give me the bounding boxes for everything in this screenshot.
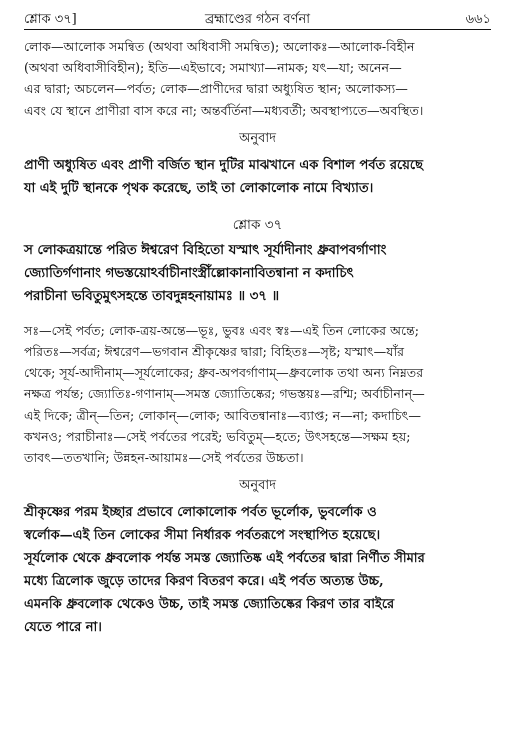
synonym-line: (অথবা অধিবাসীবিহীন); ইতি—এইভাবে; সমাখ্যা—নামক; যৎ—যা; অনেন— <box>24 60 402 76</box>
translation-heading: অনুবাদ <box>239 130 276 146</box>
verse-reference: শ্লোক ৩৭] <box>24 12 77 27</box>
synonyms-continued <box>24 36 491 121</box>
translation-block <box>24 501 491 639</box>
synonym-line: এবং যে স্থানে প্রাণীরা বাস করে না; অন্তর্বর্তিনা—মধ্যবর্তী; অবস্থাপ্যতে—অবস্থিত। <box>24 102 424 118</box>
translation-line: স্বর্লোক—এই তিন লোকের সীমা নির্ধারক পর্বতরূপে সংস্থাপিত হয়েছে। <box>24 528 381 544</box>
translation-line: শ্রীকৃষ্ণের পরম ইচ্ছার প্রভাবে লোকালোক পর্বত ভূর্লোক, ভুবর্লোক ও <box>24 505 377 521</box>
synonym-line: থেকে; সূর্য-আদীনাম্—সূর্যলোকের; ধ্রুব-অপবর্গাণাম্—ধ্রুবলোক তথা অন্য নিম্নতর <box>24 365 424 381</box>
translation-line: প্রাণী অধ্যুষিত এবং প্রাণী বর্জিত স্থান দুটির মাঝখানে এক বিশাল পর্বত রয়েছে <box>24 157 423 173</box>
verse-line: স লোকত্রয়ান্তে পরিত ঈশ্বরেণ বিহিতো যস্মাৎ সূর্যাদীনাং ধ্রুবাপবর্গাণাং <box>24 242 387 258</box>
synonym-line: এই দিকে; ত্রীন্—তিন; লোকান্—লোক; আবিতন্বানাঃ—ব্যাপ্ত; ন—না; কদাচিৎ— <box>24 407 421 423</box>
header-rule <box>24 29 491 30</box>
chapter-title: ব্রহ্মাণ্ডের গঠন বর্ণনা <box>204 12 311 27</box>
translation-line: সূর্যলোক থেকে ধ্রুবলোক পর্যন্ত সমস্ত জ্যোতিষ্ক এই পর্বতের দ্বারা নির্ণীত সীমার <box>24 551 425 567</box>
translation-line: যেতে পারে না। <box>24 620 102 636</box>
translation-line: মধ্যে ত্রিলোক জুড়ে তাদের কিরণ বিতরণ করে। এই পর্বত অত্যন্ত উচ্চ, <box>24 574 384 590</box>
verse-line: জ্যোতির্গণানাং গভস্তয়োঽর্বাচীনাংস্ত্রীঁল্লোকানাবিতন্বানা ন কদাচিৎ <box>24 265 354 281</box>
synonym-line: সঃ—সেই পর্বত; লোক-ত্রয়-অন্তে—ভূঃ, ভুবঃ এবং স্বঃ—এই তিন লোকের অন্তে; <box>24 322 419 338</box>
translation-heading: অনুবাদ <box>239 478 276 494</box>
synonym-line: তাবৎ—ততখানি; উন্নহন-আয়ামঃ—সেই পর্বতের উচ্চতা। <box>24 450 304 466</box>
page-number: ৬৬১ <box>465 12 491 27</box>
verse-number: শ্লোক ৩৭ <box>232 216 283 233</box>
page-content <box>24 36 491 639</box>
synonym-line: এর দ্বারা; অচলেন—পর্বত; লোক—প্রাণীদের দ্বারা অধ্যুষিত স্থান; অলোকস্য— <box>24 81 408 97</box>
synonym-line: লোক—আলোক সমন্বিত (অথবা অধিবাসী সমন্বিত); অলোকঃ—আলোক-বিহীন <box>24 39 415 54</box>
translation-block <box>24 154 491 200</box>
translation-line: এমনকি ধ্রুবলোক থেকেও উচ্চ, তাই সমস্ত জ্যোতিষ্কের কিরণ তার বাইরে <box>24 597 395 613</box>
synonym-line: পরিতঃ—সর্বত্র; ঈশ্বরেণ—ভগবান শ্রীকৃষ্ণের দ্বারা; বিহিতঃ—সৃষ্ট; যস্মাৎ—যাঁর <box>24 344 405 360</box>
synonyms-block <box>24 320 491 468</box>
verse-text <box>24 239 491 308</box>
running-header <box>24 8 491 30</box>
verse-line: পরাচীনা ভবিতুমুৎসহন্তে তাবদুন্নহনায়ামঃ ॥ ৩৭ ॥ <box>24 288 280 304</box>
synonym-line: নক্ষত্র পর্যন্ত; জ্যোতিঃ-গণানাম্—সমস্ত জ্যোতিষ্কের; গভস্তয়ঃ—রশ্মি; অর্বাচীনান্— <box>24 386 425 402</box>
synonym-line: কখনও; পরাচীনাঃ—সেই পর্বতের পরেই; ভবিতুম্—হতে; উৎসহন্তে—সক্ষম হয়; <box>24 428 411 444</box>
translation-line: যা এই দুটি স্থানকে পৃথক করেছে, তাই তা লোকালোক নামে বিখ্যাত। <box>24 180 374 196</box>
